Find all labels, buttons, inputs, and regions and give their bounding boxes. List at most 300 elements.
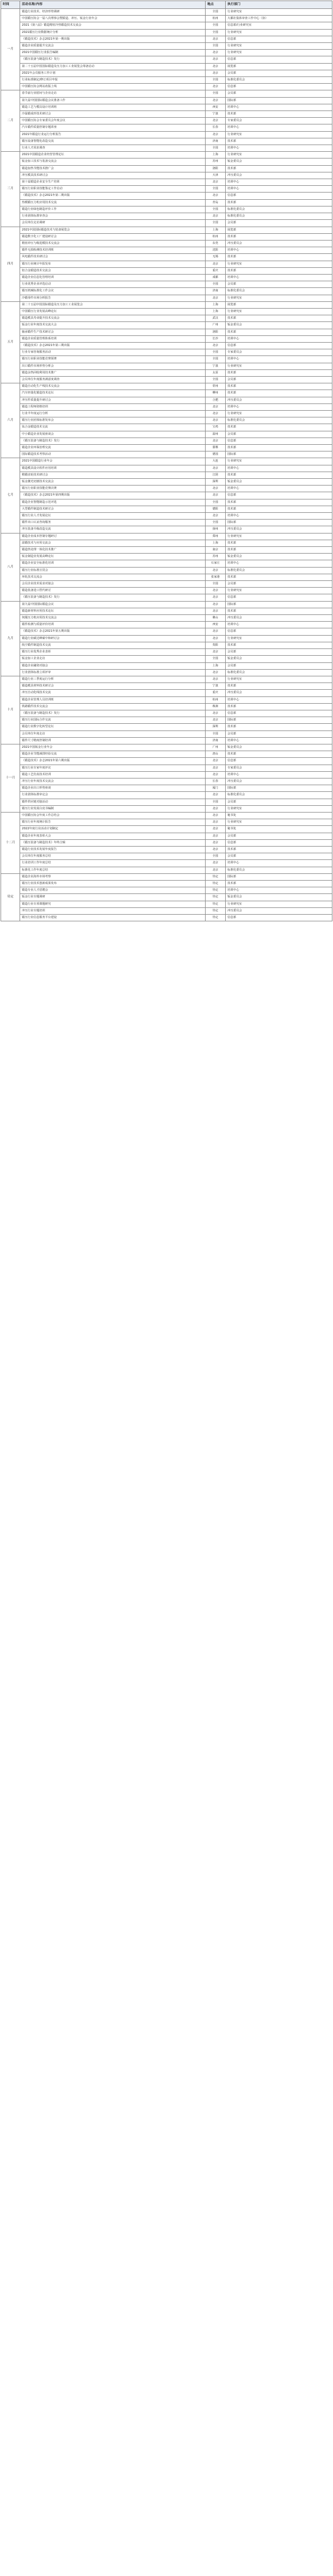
place-cell: 全国 bbox=[205, 799, 225, 805]
table-row bbox=[1, 199, 332, 206]
table-row bbox=[1, 213, 332, 220]
table-row bbox=[1, 369, 332, 376]
org-cell: 钣金委员会 bbox=[226, 894, 332, 901]
place-cell: 北京 bbox=[205, 567, 225, 574]
org-cell: 培训中心 bbox=[226, 860, 332, 867]
place-cell: 佛山 bbox=[205, 615, 225, 622]
org-cell: 标准化委员会 bbox=[226, 567, 332, 574]
table-row bbox=[1, 520, 332, 526]
table-row bbox=[1, 867, 332, 873]
activity-cell: 锻造新材料应用技术论坛 bbox=[20, 608, 206, 614]
table-row bbox=[1, 43, 332, 50]
place-cell: 北京 bbox=[205, 438, 225, 444]
table-row bbox=[1, 581, 332, 588]
org-cell: 冲压委员会 bbox=[226, 778, 332, 785]
place-cell: 北京 bbox=[205, 97, 225, 104]
org-cell: 培训中心 bbox=[226, 104, 332, 110]
place-cell: 北京 bbox=[205, 56, 225, 63]
activity-cell: 会员单位年度服务总结 bbox=[20, 853, 206, 860]
activity-cell: 锻件尺寸精度控制培训 bbox=[20, 737, 206, 744]
month-cell: 五月 bbox=[1, 301, 20, 383]
table-row bbox=[1, 308, 332, 315]
place-cell: 北京 bbox=[205, 819, 225, 826]
activity-cell: 锻件无损检测技术培训班 bbox=[20, 247, 206, 254]
table-row bbox=[1, 751, 332, 758]
activity-cell: 锻造工程师资格培训 bbox=[20, 403, 206, 410]
activity-cell: 2022年度行业活动计划制定 bbox=[20, 826, 206, 833]
table-row bbox=[1, 363, 332, 369]
place-cell: 大连 bbox=[205, 458, 225, 465]
table-row bbox=[1, 70, 332, 76]
table-row bbox=[1, 778, 332, 785]
activity-cell: 出口锻件市场形势分析会 bbox=[20, 363, 206, 369]
place-cell: 北京 bbox=[205, 295, 225, 301]
place-cell: 上海 bbox=[205, 662, 225, 669]
table-row bbox=[1, 56, 332, 63]
month-cell: 八月 bbox=[1, 533, 20, 601]
place-cell: 株洲 bbox=[205, 703, 225, 710]
org-cell: 标准化委员会 bbox=[226, 77, 332, 84]
place-cell: 北京 bbox=[205, 710, 225, 717]
table-row bbox=[1, 554, 332, 560]
activity-cell: 2021年会员服务工作计划 bbox=[20, 70, 206, 76]
org-cell: 培训中心 bbox=[226, 124, 332, 131]
table-header-row bbox=[1, 1, 332, 9]
activity-cell: 汽车锻件质量控制专题讲座 bbox=[20, 124, 206, 131]
table-row bbox=[1, 186, 332, 193]
activity-cell: 钣金加工企业走访 bbox=[20, 656, 206, 662]
org-cell: 技术部 bbox=[226, 138, 332, 145]
place-cell: 沈阳 bbox=[205, 247, 225, 254]
activity-cell: 锻压行业统计年报发布 bbox=[20, 261, 206, 267]
org-cell: 技术部 bbox=[226, 751, 332, 758]
place-cell: 武汉 bbox=[205, 315, 225, 322]
table-row bbox=[1, 492, 332, 499]
table-row bbox=[1, 16, 332, 22]
place-cell: 北京 bbox=[205, 63, 225, 70]
org-cell: 技术部 bbox=[226, 881, 332, 887]
org-cell: 信息部 bbox=[226, 492, 332, 499]
org-cell: 培训中心 bbox=[226, 560, 332, 567]
table-row bbox=[1, 744, 332, 751]
activity-cell: 锻造模具寿命提升技术交流会 bbox=[20, 315, 206, 322]
activity-cell: 锻件检测与质量评价培训 bbox=[20, 622, 206, 628]
table-row bbox=[1, 63, 332, 70]
place-cell: 长春 bbox=[205, 778, 225, 785]
place-cell: 西安 bbox=[205, 104, 225, 110]
activity-cell: 行业人才需求调查 bbox=[20, 145, 206, 152]
activity-cell: 钛合金锻造技术交流 bbox=[20, 424, 206, 431]
activity-cell: 精锻齿轮技术研讨会 bbox=[20, 472, 206, 478]
org-cell: 技术部 bbox=[226, 499, 332, 506]
activity-cell: 锻造工艺仿真技术培训 bbox=[20, 771, 206, 778]
activity-cell: 2021中国锻造企业经营管理论坛 bbox=[20, 152, 206, 158]
table-row bbox=[1, 220, 332, 227]
table-row bbox=[1, 397, 332, 403]
org-cell: 技术部 bbox=[226, 199, 332, 206]
month-cell: 一月 bbox=[1, 9, 20, 90]
table-body bbox=[1, 9, 332, 921]
activity-cell: 冲压行业专题培训 bbox=[20, 907, 206, 914]
place-cell: 西安 bbox=[205, 622, 225, 628]
activity-cell: 锻造行业碳达峰碳中和研讨会 bbox=[20, 635, 206, 642]
org-cell: 技术部 bbox=[226, 233, 332, 240]
place-cell: 北京 bbox=[205, 594, 225, 601]
org-cell: 展览部 bbox=[226, 301, 332, 308]
table-row bbox=[1, 560, 332, 567]
activity-cell: 锻压行业职业技能竞赛决赛 bbox=[20, 486, 206, 492]
org-cell: 培训中心 bbox=[226, 335, 332, 342]
org-cell: 国际部 bbox=[226, 873, 332, 880]
place-cell: 济南 bbox=[205, 138, 225, 145]
table-row bbox=[1, 138, 332, 145]
header-org: 执行部门 bbox=[226, 1, 332, 9]
activity-cell: 会员单位年度走访 bbox=[20, 730, 206, 737]
activity-cell: 锻压行业标准宣贯会 bbox=[20, 567, 206, 574]
table-row bbox=[1, 676, 332, 683]
place-cell: 全国 bbox=[205, 281, 225, 288]
activity-cell: 精密冲压与级进模技术交流会 bbox=[20, 240, 206, 247]
table-row bbox=[1, 765, 332, 771]
table-row bbox=[1, 451, 332, 458]
org-cell: 信息部 bbox=[226, 56, 332, 63]
table-row bbox=[1, 656, 332, 662]
activity-cell: 铁路锻件技术交流会 bbox=[20, 703, 206, 710]
activity-cell: 锻造热处理一体化技术推广 bbox=[20, 547, 206, 554]
place-cell: 全国 bbox=[205, 499, 225, 506]
org-cell: 展览部 bbox=[226, 227, 332, 233]
activity-cell: 锻造行业绿色制造评价工作 bbox=[20, 206, 206, 213]
table-row bbox=[1, 438, 332, 444]
table-row bbox=[1, 696, 332, 703]
place-cell: 深圳 bbox=[205, 724, 225, 730]
table-row bbox=[1, 152, 332, 158]
activity-cell: 锻压机械标准化工作会议 bbox=[20, 288, 206, 295]
table-row bbox=[1, 329, 332, 335]
activity-cell: 第九届中国国际锻造会议 bbox=[20, 601, 206, 608]
place-cell: 北京 bbox=[205, 492, 225, 499]
place-cell: 北京 bbox=[205, 403, 225, 410]
org-cell: 技术部 bbox=[226, 540, 332, 546]
activity-cell: 《锻造技术》杂志2021年第四期出版 bbox=[20, 492, 206, 499]
activity-cell: 锻造企业质量提升交流会 bbox=[20, 43, 206, 50]
place-cell: 重庆 bbox=[205, 690, 225, 696]
activity-cell: 锻造企业成本控制专题研讨 bbox=[20, 533, 206, 540]
table-row bbox=[1, 737, 332, 744]
place-cell: 杭州 bbox=[205, 16, 225, 22]
place-cell: 洛阳 bbox=[205, 329, 225, 335]
table-row bbox=[1, 826, 332, 833]
place-cell: 上海 bbox=[205, 308, 225, 315]
org-cell: 国际部 bbox=[226, 601, 332, 608]
org-cell: 培训中心 bbox=[226, 737, 332, 744]
table-row bbox=[1, 77, 332, 84]
place-cell: 北京 bbox=[205, 628, 225, 635]
place-cell: 北京 bbox=[205, 839, 225, 846]
org-cell: 标准化委员会 bbox=[226, 792, 332, 799]
activity-cell: 锻造企业管理人员培训班 bbox=[20, 696, 206, 703]
table-row bbox=[1, 410, 332, 417]
place-cell: 全国 bbox=[205, 376, 225, 383]
activity-cell: 锻压行业团体标准发布会 bbox=[20, 417, 206, 424]
activity-cell: 锻造加热节能技术推广会 bbox=[20, 165, 206, 172]
table-row bbox=[1, 574, 332, 580]
place-cell: 上海 bbox=[205, 540, 225, 546]
table-row bbox=[1, 342, 332, 349]
table-row bbox=[1, 131, 332, 138]
activity-cell: 锻压行业发展白皮书编制 bbox=[20, 805, 206, 812]
place-cell: 全国 bbox=[205, 9, 225, 16]
org-cell: 冲压委员会 bbox=[226, 526, 332, 533]
place-cell: 长春 bbox=[205, 124, 225, 131]
org-cell: 行业研究室 bbox=[226, 805, 332, 812]
place-cell: 合肥 bbox=[205, 397, 225, 403]
activity-cell: 2021《第八届》锻造精密冷热锻造技术交流会 bbox=[20, 22, 206, 29]
header-place: 地点 bbox=[205, 1, 225, 9]
table-row bbox=[1, 812, 332, 819]
table-row bbox=[1, 662, 332, 669]
org-cell: 信息部/行业研究室 bbox=[226, 22, 332, 29]
place-cell: 宁波 bbox=[205, 111, 225, 118]
place-cell: 厦门 bbox=[205, 785, 225, 792]
table-row bbox=[1, 417, 332, 424]
place-cell: 济南 bbox=[205, 737, 225, 744]
place-cell: 全国 bbox=[205, 356, 225, 363]
org-cell: 技术部 bbox=[226, 846, 332, 853]
month-cell: 七月 bbox=[1, 458, 20, 533]
activity-cell: 钣金行业专题调研 bbox=[20, 894, 206, 901]
org-cell: 培训中心 bbox=[226, 696, 332, 703]
org-cell: 信息部 bbox=[226, 193, 332, 199]
org-cell: 技术部 bbox=[226, 683, 332, 690]
place-cell: 全国 bbox=[205, 77, 225, 84]
table-row bbox=[1, 124, 332, 131]
activity-cell: 《锻造技术》杂志2021年第二期出版 bbox=[20, 193, 206, 199]
activity-cell: 锻造专业人才招聘会 bbox=[20, 887, 206, 894]
activity-cell: 中国锻压协会年度工作总结会 bbox=[20, 812, 206, 819]
org-cell: 信息部 bbox=[226, 628, 332, 635]
place-cell: 全国 bbox=[205, 90, 225, 97]
activity-cell: 汽车轻量化锻造技术论坛 bbox=[20, 390, 206, 397]
org-cell: 钣金委员会 bbox=[226, 479, 332, 486]
activity-cell: 第九届中国国际锻造会议准备工作 bbox=[20, 97, 206, 104]
activity-cell: 行业优秀企业评选启动 bbox=[20, 281, 206, 288]
org-cell: 信息部 bbox=[226, 84, 332, 90]
place-cell: 全国 bbox=[205, 22, 225, 29]
activity-cell: 行业培训工作年度总结 bbox=[20, 860, 206, 867]
table-row bbox=[1, 247, 332, 254]
table-row bbox=[1, 84, 332, 90]
activity-cell: 国际锻造技术考察活动 bbox=[20, 451, 206, 458]
org-cell: 会员部 bbox=[226, 281, 332, 288]
place-cell: 上海 bbox=[205, 301, 225, 308]
table-row bbox=[1, 901, 332, 907]
table-row bbox=[1, 227, 332, 233]
activity-cell: 锻压行业职业技能鉴定工作启动 bbox=[20, 186, 206, 193]
table-row bbox=[1, 288, 332, 295]
month-cell: 十一月 bbox=[1, 744, 20, 812]
place-cell: 广州 bbox=[205, 744, 225, 751]
activity-cell: 钣金加工技术与装备交流会 bbox=[20, 158, 206, 165]
org-cell: 标准化委员会 bbox=[226, 206, 332, 213]
month-cell: 六月 bbox=[1, 383, 20, 458]
place-cell: 北京 bbox=[205, 261, 225, 267]
activity-cell: 锻造工艺与模具设计培训班 bbox=[20, 104, 206, 110]
org-cell: 秘书处 bbox=[226, 812, 332, 819]
place-cell: 北京 bbox=[205, 513, 225, 520]
table-row bbox=[1, 267, 332, 274]
table-row bbox=[1, 158, 332, 165]
org-cell: 专家委员会 bbox=[226, 118, 332, 124]
table-row bbox=[1, 465, 332, 472]
org-cell: 培训中心 bbox=[226, 403, 332, 410]
activity-cell: 《锻压装备与制造技术》发行 bbox=[20, 710, 206, 717]
org-cell: 培训中心 bbox=[226, 622, 332, 628]
table-row bbox=[1, 601, 332, 608]
activity-cell: 锻造企业安全标准化培训 bbox=[20, 560, 206, 567]
activity-cell: 中国锻压行业发展高峰论坛 bbox=[20, 308, 206, 315]
table-row bbox=[1, 881, 332, 887]
place-cell: 宁波 bbox=[205, 363, 225, 369]
org-cell: 信息部 bbox=[226, 758, 332, 765]
place-cell: 北京 bbox=[205, 417, 225, 424]
table-row bbox=[1, 594, 332, 601]
table-row bbox=[1, 717, 332, 724]
table-row bbox=[1, 703, 332, 710]
org-cell: 技术部 bbox=[226, 608, 332, 614]
place-cell: 北京 bbox=[205, 635, 225, 642]
activity-cell: 锻造模具材料技术研讨会 bbox=[20, 683, 206, 690]
activity-cell: 锻造行业专项课题研究 bbox=[20, 901, 206, 907]
table-row bbox=[1, 90, 332, 97]
org-cell: 技术部 bbox=[226, 724, 332, 730]
activity-cell: 锻压行业优秀企业表彰 bbox=[20, 649, 206, 656]
org-cell: 信息部 bbox=[226, 915, 332, 921]
place-cell: 北京 bbox=[205, 50, 225, 56]
place-cell: 杭州 bbox=[205, 696, 225, 703]
activity-cell: 《锻压装备与制造技术》发行 bbox=[20, 438, 206, 444]
org-cell: 行业研究室 bbox=[226, 50, 332, 56]
activity-cell: 锻压行业技术创新成果发布 bbox=[20, 881, 206, 887]
org-cell: 钣金委员会 bbox=[226, 322, 332, 329]
activity-cell: 冲压模具技术研讨会 bbox=[20, 172, 206, 179]
place-cell: 宝鸡 bbox=[205, 424, 225, 431]
place-cell: 待定 bbox=[205, 894, 225, 901]
activity-cell: 锻造企业智能制造示范评选 bbox=[20, 499, 206, 506]
table-row bbox=[1, 390, 332, 397]
table-row bbox=[1, 349, 332, 356]
org-cell: 会员部 bbox=[226, 799, 332, 805]
table-row bbox=[1, 458, 332, 465]
place-cell: 北京 bbox=[205, 833, 225, 839]
table-row bbox=[1, 526, 332, 533]
place-cell: 北京 bbox=[205, 867, 225, 873]
org-cell: 国际部 bbox=[226, 520, 332, 526]
org-cell: 行业研究室 bbox=[226, 676, 332, 683]
place-cell: 北京 bbox=[205, 410, 225, 417]
place-cell: 北京 bbox=[205, 649, 225, 656]
activity-cell: 中国锻压协会一届八次理事会暨锻造、冲压、钣金行业年会 bbox=[20, 16, 206, 22]
table-row bbox=[1, 894, 332, 901]
org-cell: 展览部 bbox=[226, 63, 332, 70]
org-cell: 会员部 bbox=[226, 853, 332, 860]
place-cell: 北京 bbox=[205, 765, 225, 771]
place-cell: 全国 bbox=[205, 145, 225, 152]
month-cell: 三月 bbox=[1, 152, 20, 227]
table-row bbox=[1, 335, 332, 342]
org-cell: 信息部 bbox=[226, 342, 332, 349]
place-cell: 德国 bbox=[205, 451, 225, 458]
place-cell: 北京 bbox=[205, 792, 225, 799]
activity-cell: 锻造自动化生产线技术交流会 bbox=[20, 383, 206, 390]
place-cell: 北京 bbox=[205, 608, 225, 614]
place-cell: 北京 bbox=[205, 676, 225, 683]
activity-cell: 温锻技术与应用交流会 bbox=[20, 540, 206, 546]
table-row bbox=[1, 887, 332, 894]
place-cell: 全国 bbox=[205, 853, 225, 860]
table-row bbox=[1, 506, 332, 512]
activity-cell: 2021中国锻造行业年会 bbox=[20, 458, 206, 465]
place-cell: 北京 bbox=[205, 771, 225, 778]
table-row bbox=[1, 547, 332, 554]
activity-cell: 钣金激光切割技术交流会 bbox=[20, 479, 206, 486]
org-cell: 冲压委员会 bbox=[226, 907, 332, 914]
table-row bbox=[1, 383, 332, 390]
place-cell: 北京 bbox=[205, 846, 225, 853]
place-cell: 北京 bbox=[205, 179, 225, 186]
table-row bbox=[1, 907, 332, 914]
place-cell: 青岛 bbox=[205, 199, 225, 206]
activity-cell: 锻造企业节能减排经验交流 bbox=[20, 751, 206, 758]
place-cell: 无锡 bbox=[205, 254, 225, 261]
month-cell: 四月 bbox=[1, 227, 20, 301]
org-cell: 行业研究室 bbox=[226, 410, 332, 417]
table-row bbox=[1, 846, 332, 853]
org-cell: 冲压委员会 bbox=[226, 240, 332, 247]
activity-cell: 标准化工作年度总结 bbox=[20, 867, 206, 873]
org-cell: 行业研究室 bbox=[226, 9, 332, 16]
table-row bbox=[1, 240, 332, 247]
activity-cell: 锻件出口认证咨询服务 bbox=[20, 520, 206, 526]
org-cell: 会员部 bbox=[226, 730, 332, 737]
activity-cell: 锻造行业技术发展年度报告 bbox=[20, 846, 206, 853]
org-cell: 信息部 bbox=[226, 710, 332, 717]
place-cell: 宁波 bbox=[205, 683, 225, 690]
place-cell: 济南 bbox=[205, 288, 225, 295]
place-cell: 北京 bbox=[205, 342, 225, 349]
activity-cell: 行业专家咨询服务活动 bbox=[20, 349, 206, 356]
org-cell: 钣金委员会 bbox=[226, 158, 332, 165]
month-cell: 十二月 bbox=[1, 812, 20, 873]
table-row bbox=[1, 669, 332, 676]
table-row bbox=[1, 424, 332, 431]
table-row bbox=[1, 799, 332, 805]
place-cell: 北京 bbox=[205, 84, 225, 90]
activity-cell: 《锻造技术》杂志2021年第五期出版 bbox=[20, 628, 206, 635]
activity-cell: 锻造企业海外市场考察 bbox=[20, 873, 206, 880]
activity-cell: 锻造企业年度表彰大会 bbox=[20, 833, 206, 839]
activity-cell: 《锻造技术》杂志2021年第三期出版 bbox=[20, 342, 206, 349]
org-cell: 标准化委员会 bbox=[226, 669, 332, 676]
place-cell: 苏州 bbox=[205, 158, 225, 165]
header-month: 时间 bbox=[1, 1, 20, 9]
place-cell: 北京 bbox=[205, 812, 225, 819]
table-row bbox=[1, 567, 332, 574]
org-cell: 会员部 bbox=[226, 581, 332, 588]
org-cell: 技术部 bbox=[226, 445, 332, 451]
org-cell: 技术部 bbox=[226, 472, 332, 478]
org-cell: 标准化委员会 bbox=[226, 417, 332, 424]
